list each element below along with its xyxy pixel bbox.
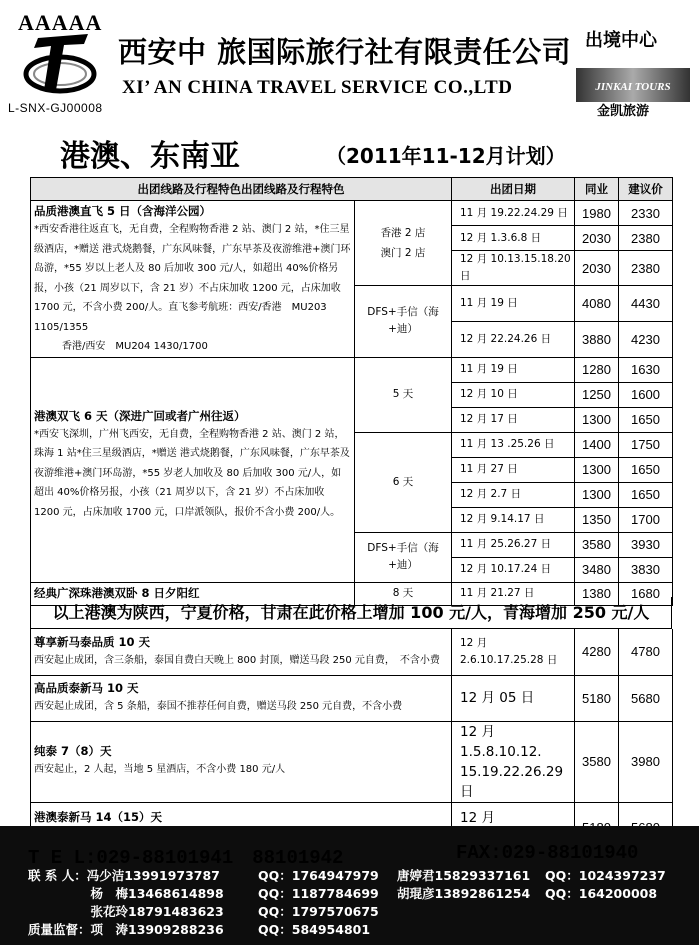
route-title: 港澳双飞 6 天（深进广回或者广州往返） — [34, 408, 246, 423]
date-line-1: 12 月 1.5.8.10.12. — [460, 723, 542, 760]
price-cell: 1650 — [619, 407, 673, 432]
header-peer: 同业 — [575, 178, 619, 201]
contact-row: 杨 梅13468614898 — [28, 886, 224, 901]
peer-cell: 1250 — [575, 382, 619, 407]
price-cell: 3830 — [619, 557, 673, 582]
license-number: L-SNX-GJ00008 — [8, 101, 103, 115]
peer-cell: 1280 — [575, 357, 619, 382]
date-cell: 12 月 10.17.24 日 — [452, 557, 575, 582]
hk-macau-table — [30, 177, 673, 606]
table-row — [31, 201, 673, 226]
date-cell — [452, 721, 575, 802]
jinkai-name: 金凯旅游 — [597, 104, 650, 119]
tel-line: T E L:029-88101941 88101942 — [28, 847, 344, 869]
date-cell: 12 月 17 日 — [452, 407, 575, 432]
date-cell: 11 月 27 日 — [452, 457, 575, 482]
contact-row: 胡琨彦13892861254 — [397, 886, 531, 901]
route-title: 品质港澳直飞 5 日（含海洋公园） — [34, 204, 212, 218]
price-cell: 3980 — [619, 721, 673, 802]
route-title: 港澳泰新马 14（15）天 — [34, 809, 163, 824]
date-cell: 12 月 10.13.15.18.20 日 — [452, 251, 575, 286]
route-cell — [31, 721, 452, 802]
header-route: 出团线路及行程特色出团线路及行程特色 — [31, 178, 452, 201]
header-date: 出团日期 — [452, 178, 575, 201]
peer-cell: 2030 — [575, 226, 619, 251]
peer-cell: 1300 — [575, 407, 619, 432]
contact-row: 质量监督：项 涛13909288236 — [28, 922, 224, 937]
exit-center-label: 出境中心 — [585, 30, 657, 51]
contact-qq: QQ：164200008 — [545, 886, 658, 901]
price-cell: 1750 — [619, 432, 673, 457]
price-cell: 4430 — [619, 286, 673, 322]
peer-cell: 2030 — [575, 251, 619, 286]
price-cell: 2330 — [619, 201, 673, 226]
date-line-2: 15.19.22.26.29 日 — [460, 763, 564, 800]
date-cell: 12 月 10 日 — [452, 382, 575, 407]
peer-cell: 3580 — [575, 721, 619, 802]
price-cell: 1700 — [619, 507, 673, 532]
route-desc: 西安起止，2 人起，当地 5 星酒店，不含小费 180 元/人 — [34, 764, 286, 776]
peer-cell: 4280 — [575, 629, 619, 675]
peer-cell: 1350 — [575, 507, 619, 532]
group-cell: 6 天 — [355, 432, 452, 532]
page-title: 港澳、东南亚 — [60, 139, 240, 174]
date-cell: 11 月 13 .25.26 日 — [452, 432, 575, 457]
date-cell: 11 月 25.26.27 日 — [452, 532, 575, 557]
date-cell: 11 月 19 日 — [452, 357, 575, 382]
header-price: 建议价 — [619, 178, 673, 201]
contact-qq: QQ：584954801 — [258, 922, 371, 937]
peer-cell: 3580 — [575, 532, 619, 557]
peer-cell: 1300 — [575, 482, 619, 507]
peer-cell: 1300 — [575, 457, 619, 482]
date-cell: 12 月 2.7 日 — [452, 482, 575, 507]
peer-cell: 3880 — [575, 321, 619, 357]
route-desc: *西安飞深圳，广州飞西安，无自费，全程购物香港 2 站、澳门 2 站，珠海 1 站*住三星级酒店，*赠送 港式烧鹅餐，广东风味餐，广东早茶及夜游维港+澳门环岛游，*55 岁老人加收及 80 后加收 300 元/人，如超出 40%价格另报，小孩（21 周岁以下，含 21 岁）不占床加收 1200 元，占床加收 1700 元，口岸派领队，报价不含小费 200/人。 — [34, 428, 350, 518]
fax-line: FAX:029-88101940 — [456, 842, 639, 864]
table-row — [31, 357, 673, 382]
peer-cell: 1380 — [575, 582, 619, 605]
table-row — [31, 629, 673, 675]
contact-qq: QQ：1797570675 — [258, 904, 379, 919]
date-cell: 11 月 19.22.24.29 日 — [452, 201, 575, 226]
rating-text: AAAAA — [18, 10, 103, 35]
date-cell: 12 月 22.24.26 日 — [452, 321, 575, 357]
date-cell: 12 月 9.14.17 日 — [452, 507, 575, 532]
contact-row: 张花玲18791483623 — [28, 904, 224, 919]
jinkai-logo-text: JINKAI TOURS — [595, 81, 671, 93]
price-cell: 1680 — [619, 582, 673, 605]
route-cell — [31, 201, 355, 358]
route-desc-flight: 香港/西安 MU204 1430/1700 — [62, 341, 208, 352]
price-cell: 2380 — [619, 226, 673, 251]
company-name-en: XI’ AN CHINA TRAVEL SERVICE CO.,LTD — [122, 77, 513, 98]
route-desc: 西安起止成团，含 5 条船，泰国不推荐任何自费，赠送马段 250 元自费，不含小费 — [34, 700, 403, 712]
route-cell — [31, 675, 452, 721]
group-cell: 香港 2 店 澳门 2 店 — [355, 201, 452, 286]
group-cell: DFS+手信（海+迪） — [355, 286, 452, 358]
peer-cell: 3480 — [575, 557, 619, 582]
price-cell: 4780 — [619, 629, 673, 675]
route-title: 尊享新马泰品质 10 天 — [34, 634, 151, 649]
date-cell: 11 月 19 日 — [452, 286, 575, 322]
price-cell: 1650 — [619, 482, 673, 507]
price-cell: 1630 — [619, 357, 673, 382]
date-cell: 12 月 1.3.6.8 日 — [452, 226, 575, 251]
contact-row: 唐婷君15829337161 — [397, 868, 531, 883]
peer-cell: 1980 — [575, 201, 619, 226]
company-logo-icon — [18, 30, 104, 104]
peer-cell: 5180 — [575, 675, 619, 721]
price-cell: 4230 — [619, 321, 673, 357]
price-cell: 3930 — [619, 532, 673, 557]
group-cell: 8 天 — [355, 582, 452, 605]
peer-cell: 4080 — [575, 286, 619, 322]
price-note-banner: 以上港澳为陕西，宁夏价格，甘肃在此价格上增加 100 元/人，青海增加 250 元/人 — [30, 597, 672, 629]
contact-row: 联 系 人：冯少洁13991973787 — [28, 868, 220, 883]
price-cell: 2380 — [619, 251, 673, 286]
table-row — [31, 721, 673, 802]
table-row — [31, 675, 673, 721]
price-cell: 1650 — [619, 457, 673, 482]
date-cell: 12 月 05 日 — [452, 675, 575, 721]
date-cell: 12 月 — [452, 802, 575, 852]
route-cell — [31, 357, 355, 582]
route-desc: *西安香港往返直飞，无自费，全程购物香港 2 站、澳门 2 站，*住三星级酒店，*赠送 港式烧鹅餐，广东风味餐，广东早茶及夜游维港+澳门环岛游，*55 岁以上老人及 80 后加收 300 元/人，如超出 40%价格另报，小孩（21 周岁以下，含 21 岁）不占床加收 1200 元，占床加收 1700 元，不含小费 200/人。直飞参考航班：西安/香港 MU203 1105/1355 — [34, 224, 351, 333]
company-name-cn: 西安中 旅国际旅行社有限责任公司 — [118, 35, 572, 69]
page-subtitle: （2011年11-12月计划） — [326, 144, 566, 168]
group-cell: 5 天 — [355, 357, 452, 432]
table-header-row — [31, 178, 673, 201]
contact-qq: QQ：1024397237 — [545, 868, 666, 883]
contact-qq: QQ：1187784699 — [258, 886, 379, 901]
group-cell: DFS+手信（海+迪） — [355, 532, 452, 582]
contact-qq: QQ：1764947979 — [258, 868, 379, 883]
southeast-asia-table — [30, 629, 673, 853]
route-title: 纯泰 7（8）天 — [34, 744, 112, 759]
route-desc: 西安起止成团，含三条船，泰国自费白天晚上 800 封顶，赠送马段 250 元自费， 不含小费 — [34, 654, 440, 666]
date-cell: 12 月 2.6.10.17.25.28 日 — [452, 629, 575, 675]
date-cell: 11 月 21.27 日 — [452, 582, 575, 605]
route-title: 高品质泰新马 10 天 — [34, 680, 139, 695]
jinkai-logo-icon — [576, 68, 690, 102]
peer-cell: 1400 — [575, 432, 619, 457]
route-cell — [31, 629, 452, 675]
route-title: 经典广深珠港澳双卧 8 日夕阳红 — [31, 582, 355, 605]
price-cell: 1600 — [619, 382, 673, 407]
price-cell: 5680 — [619, 675, 673, 721]
